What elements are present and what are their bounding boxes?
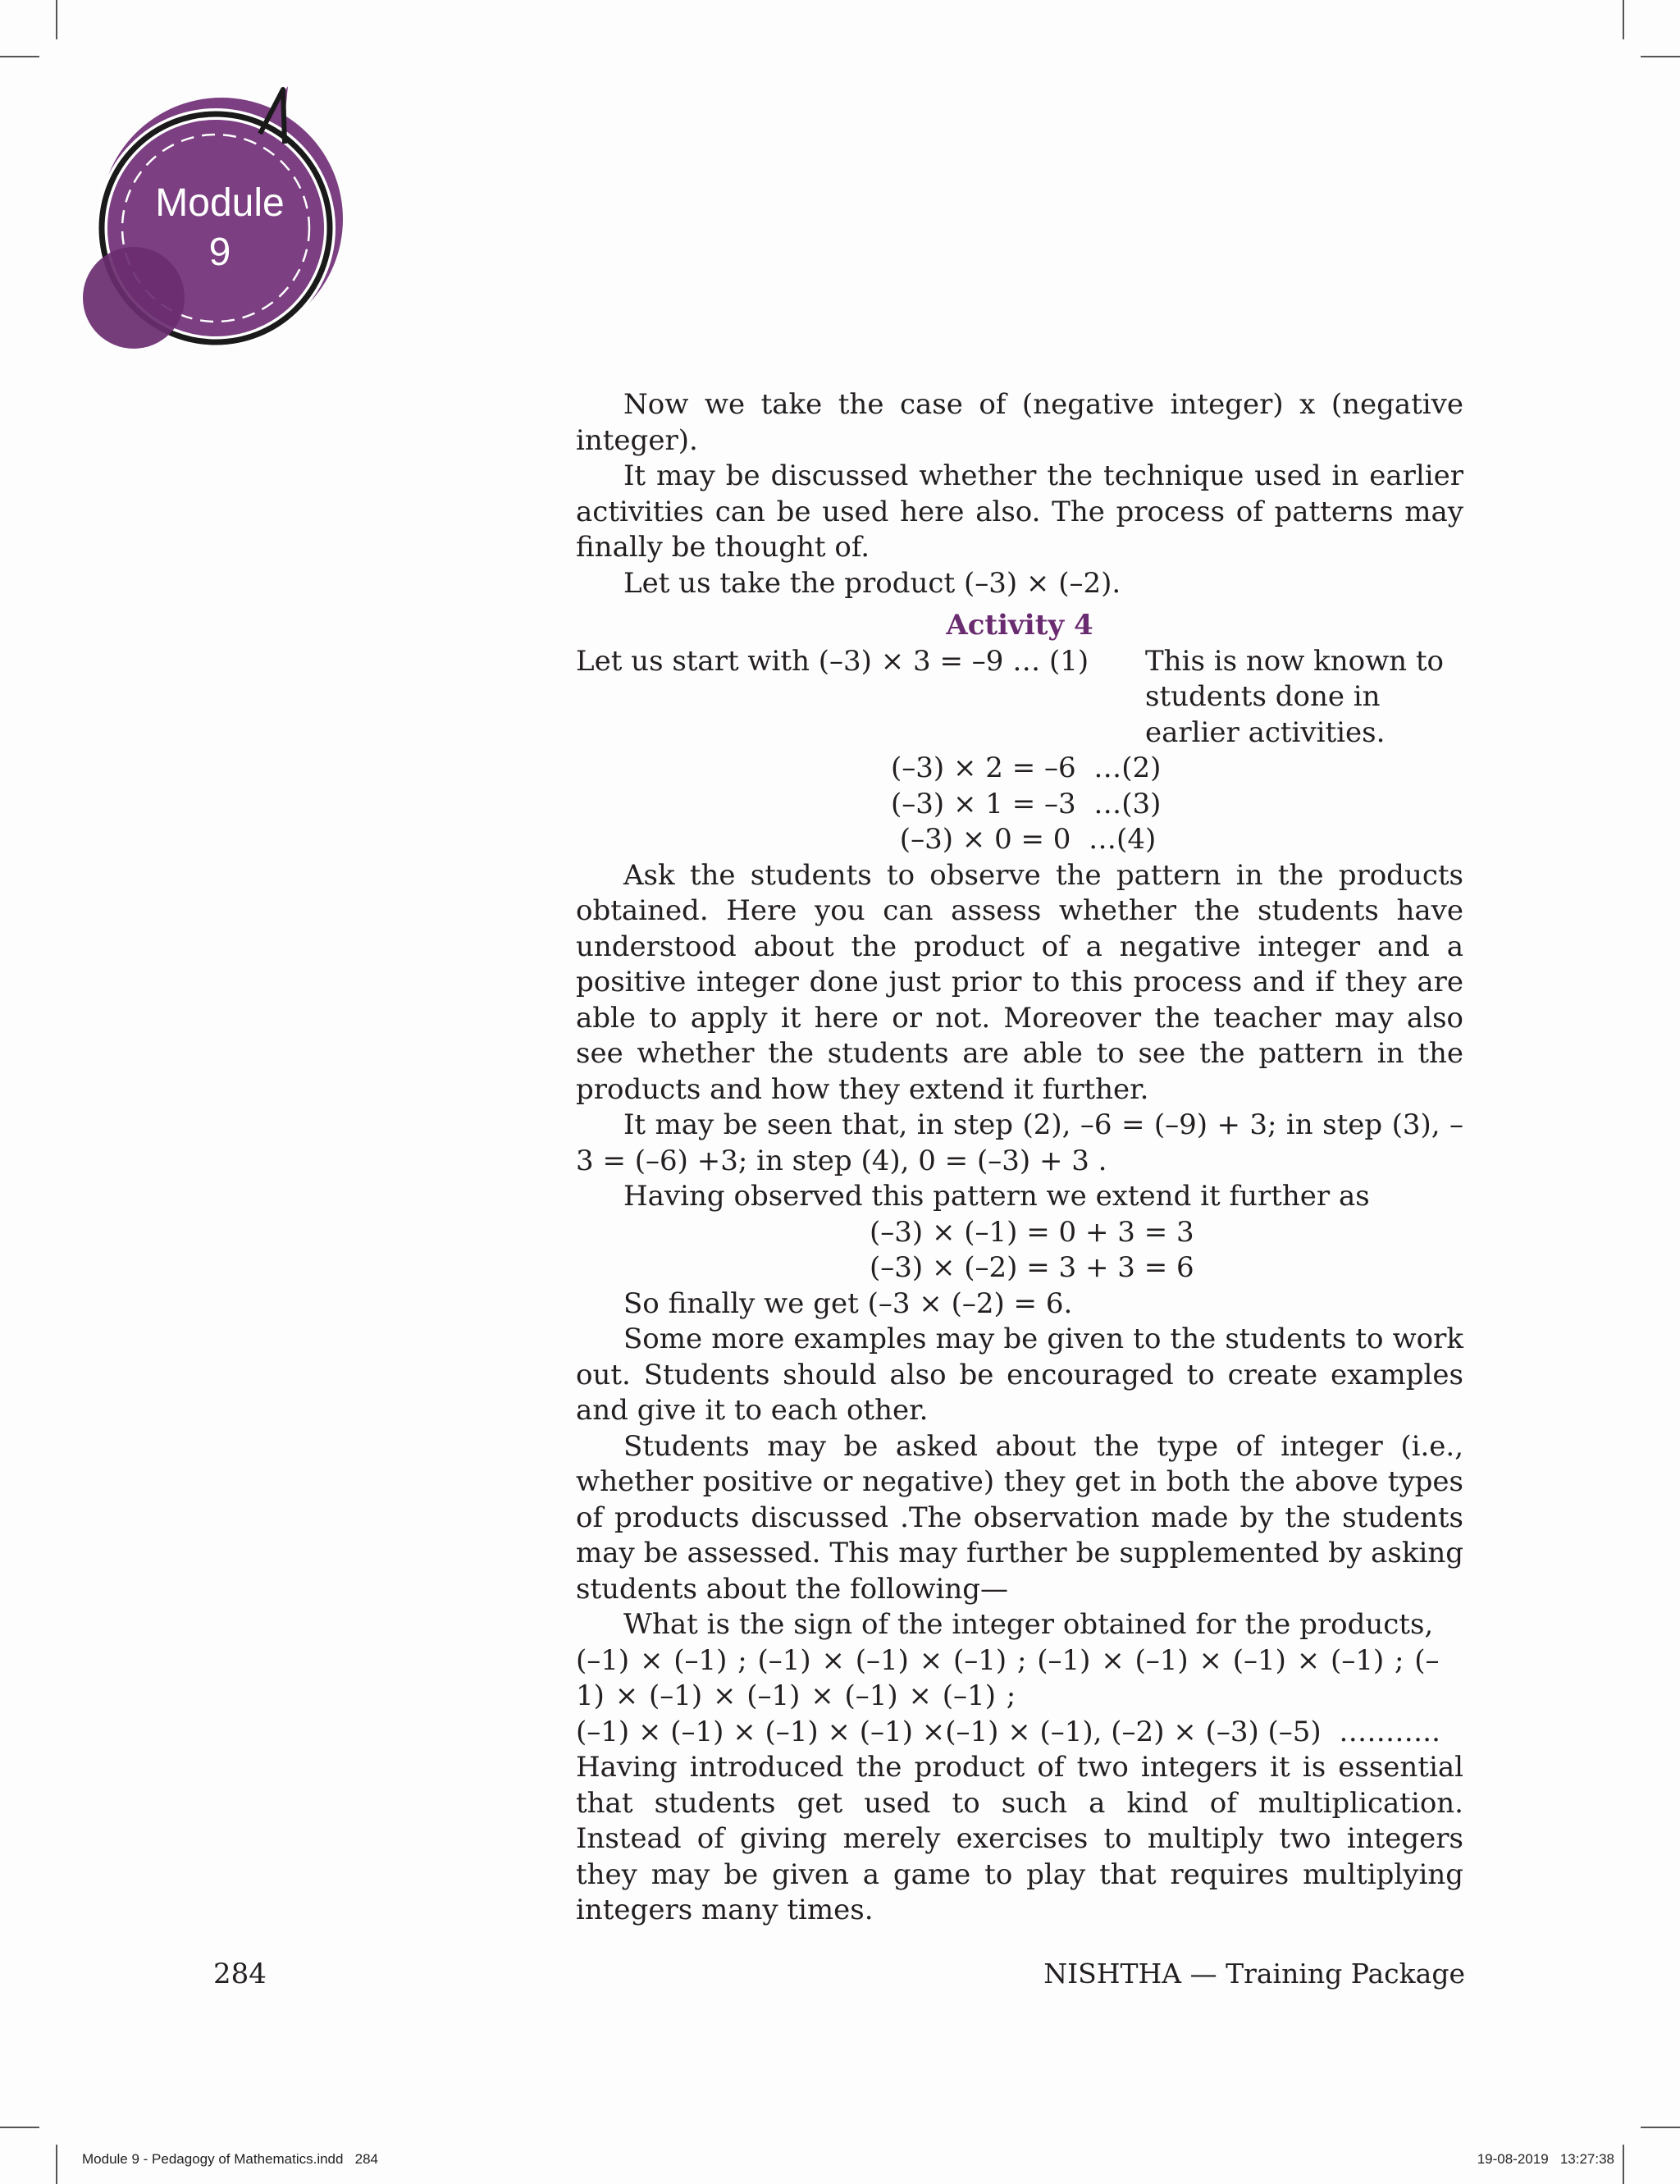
module-label: Module	[155, 181, 285, 225]
paragraph: Let us take the product (–3) × (–2).	[623, 566, 1121, 600]
paragraph: It may be seen that, in step (2), –6 = (–9) + 3; in step (3), –3 = (–6) +3; in step (4), 0 = (–3) + 3 .	[576, 1108, 1463, 1177]
equation-5: (–3) × (–1) = 0 + 3 = 3	[870, 1215, 1194, 1249]
paragraph: Students may be asked about the type of integer (i.e., whether positive or negative) they get in both the above types of products discussed .The observation made by the students may be assessed. This may further be supplemented by asking students about the following—	[576, 1429, 1463, 1606]
crop-mark-bottom-left-h	[0, 2127, 39, 2128]
main-text-column	[576, 387, 1463, 1929]
paragraph: Having observed this pattern we extend it further as	[623, 1180, 1370, 1213]
print-slug-file: Module 9 - Pedagogy of Mathematics.indd 284	[82, 2151, 378, 2167]
products-list-2: (–1) × (–1) × (–1) × (–1) ×(–1) × (–1), (–2) × (–3) (–5) ………..	[576, 1715, 1440, 1748]
running-footer: NISHTHA — Training Package	[1043, 1958, 1465, 1990]
crop-mark-top-right-v	[1623, 0, 1624, 39]
paragraph: It may be discussed whether the technique used in earlier activities can be used here also. The process of patterns may finally be thought of.	[576, 459, 1463, 564]
crop-mark-top-left-h	[0, 56, 39, 57]
side-note	[1145, 644, 1463, 752]
products-list: (–1) × (–1) ; (–1) × (–1) × (–1) ; (–1) × (–1) × (–1) × (–1) ; (–1) × (–1) × (–1) × (–1) × (–1) ;	[576, 1643, 1440, 1712]
page-number: 284	[213, 1958, 267, 1990]
activity-start-block	[576, 644, 1463, 752]
crop-mark-top-left-v	[56, 0, 57, 39]
paragraph: So finally we get (–3 × (–2) = 6.	[623, 1286, 1073, 1320]
equation-4: (–3) × 0 = 0 …(4)	[891, 823, 1157, 856]
crop-mark-bottom-right-v	[1623, 2145, 1624, 2184]
side-note-line: This is now known to	[1145, 644, 1445, 678]
crop-mark-top-right-h	[1641, 56, 1680, 57]
print-slug-timestamp: 19-08-2019 13:27:38	[1477, 2151, 1614, 2167]
paragraph: Having introduced the product of two integers it is essential that students get used to such a kind of multiplication. Instead of giving merely exercises to multiply two integers they may be given a game to play that requires multiplying integers many times.	[576, 1751, 1463, 1926]
side-note-line: earlier activities.	[1145, 715, 1386, 749]
crop-mark-bottom-right-h	[1641, 2127, 1680, 2128]
paragraph: Ask the students to observe the pattern in the products obtained. Here you can assess whether the students have understood about the product of a negative integer and a positive integer done just prior to this process and if they are able to apply it here or not. Moreover the teacher may also see whether the students are able to see the pattern in the products and how they extend it further.	[576, 858, 1463, 1106]
paragraph: Now we take the case of (negative integer) x (negative integer).	[576, 388, 1463, 457]
activity-title: Activity 4	[946, 609, 1093, 642]
paragraph: Some more examples may be given to the students to work out. Students should also be encouraged to create examples and give it to each other.	[576, 1323, 1463, 1427]
crop-mark-bottom-left-v	[56, 2145, 57, 2184]
equation-3: (–3) × 1 = –3 …(3)	[891, 787, 1162, 820]
equation-6: (–3) × (–2) = 3 + 3 = 6	[870, 1251, 1194, 1284]
equation-2: (–3) × 2 = –6 …(2)	[891, 752, 1162, 784]
start-equation: Let us start with (–3) × 3 = –9 … (1)	[576, 644, 1089, 678]
paragraph: What is the sign of the integer obtained for the products,	[623, 1608, 1434, 1641]
side-note-line: students done in	[1145, 680, 1381, 713]
module-number: 9	[208, 231, 231, 274]
